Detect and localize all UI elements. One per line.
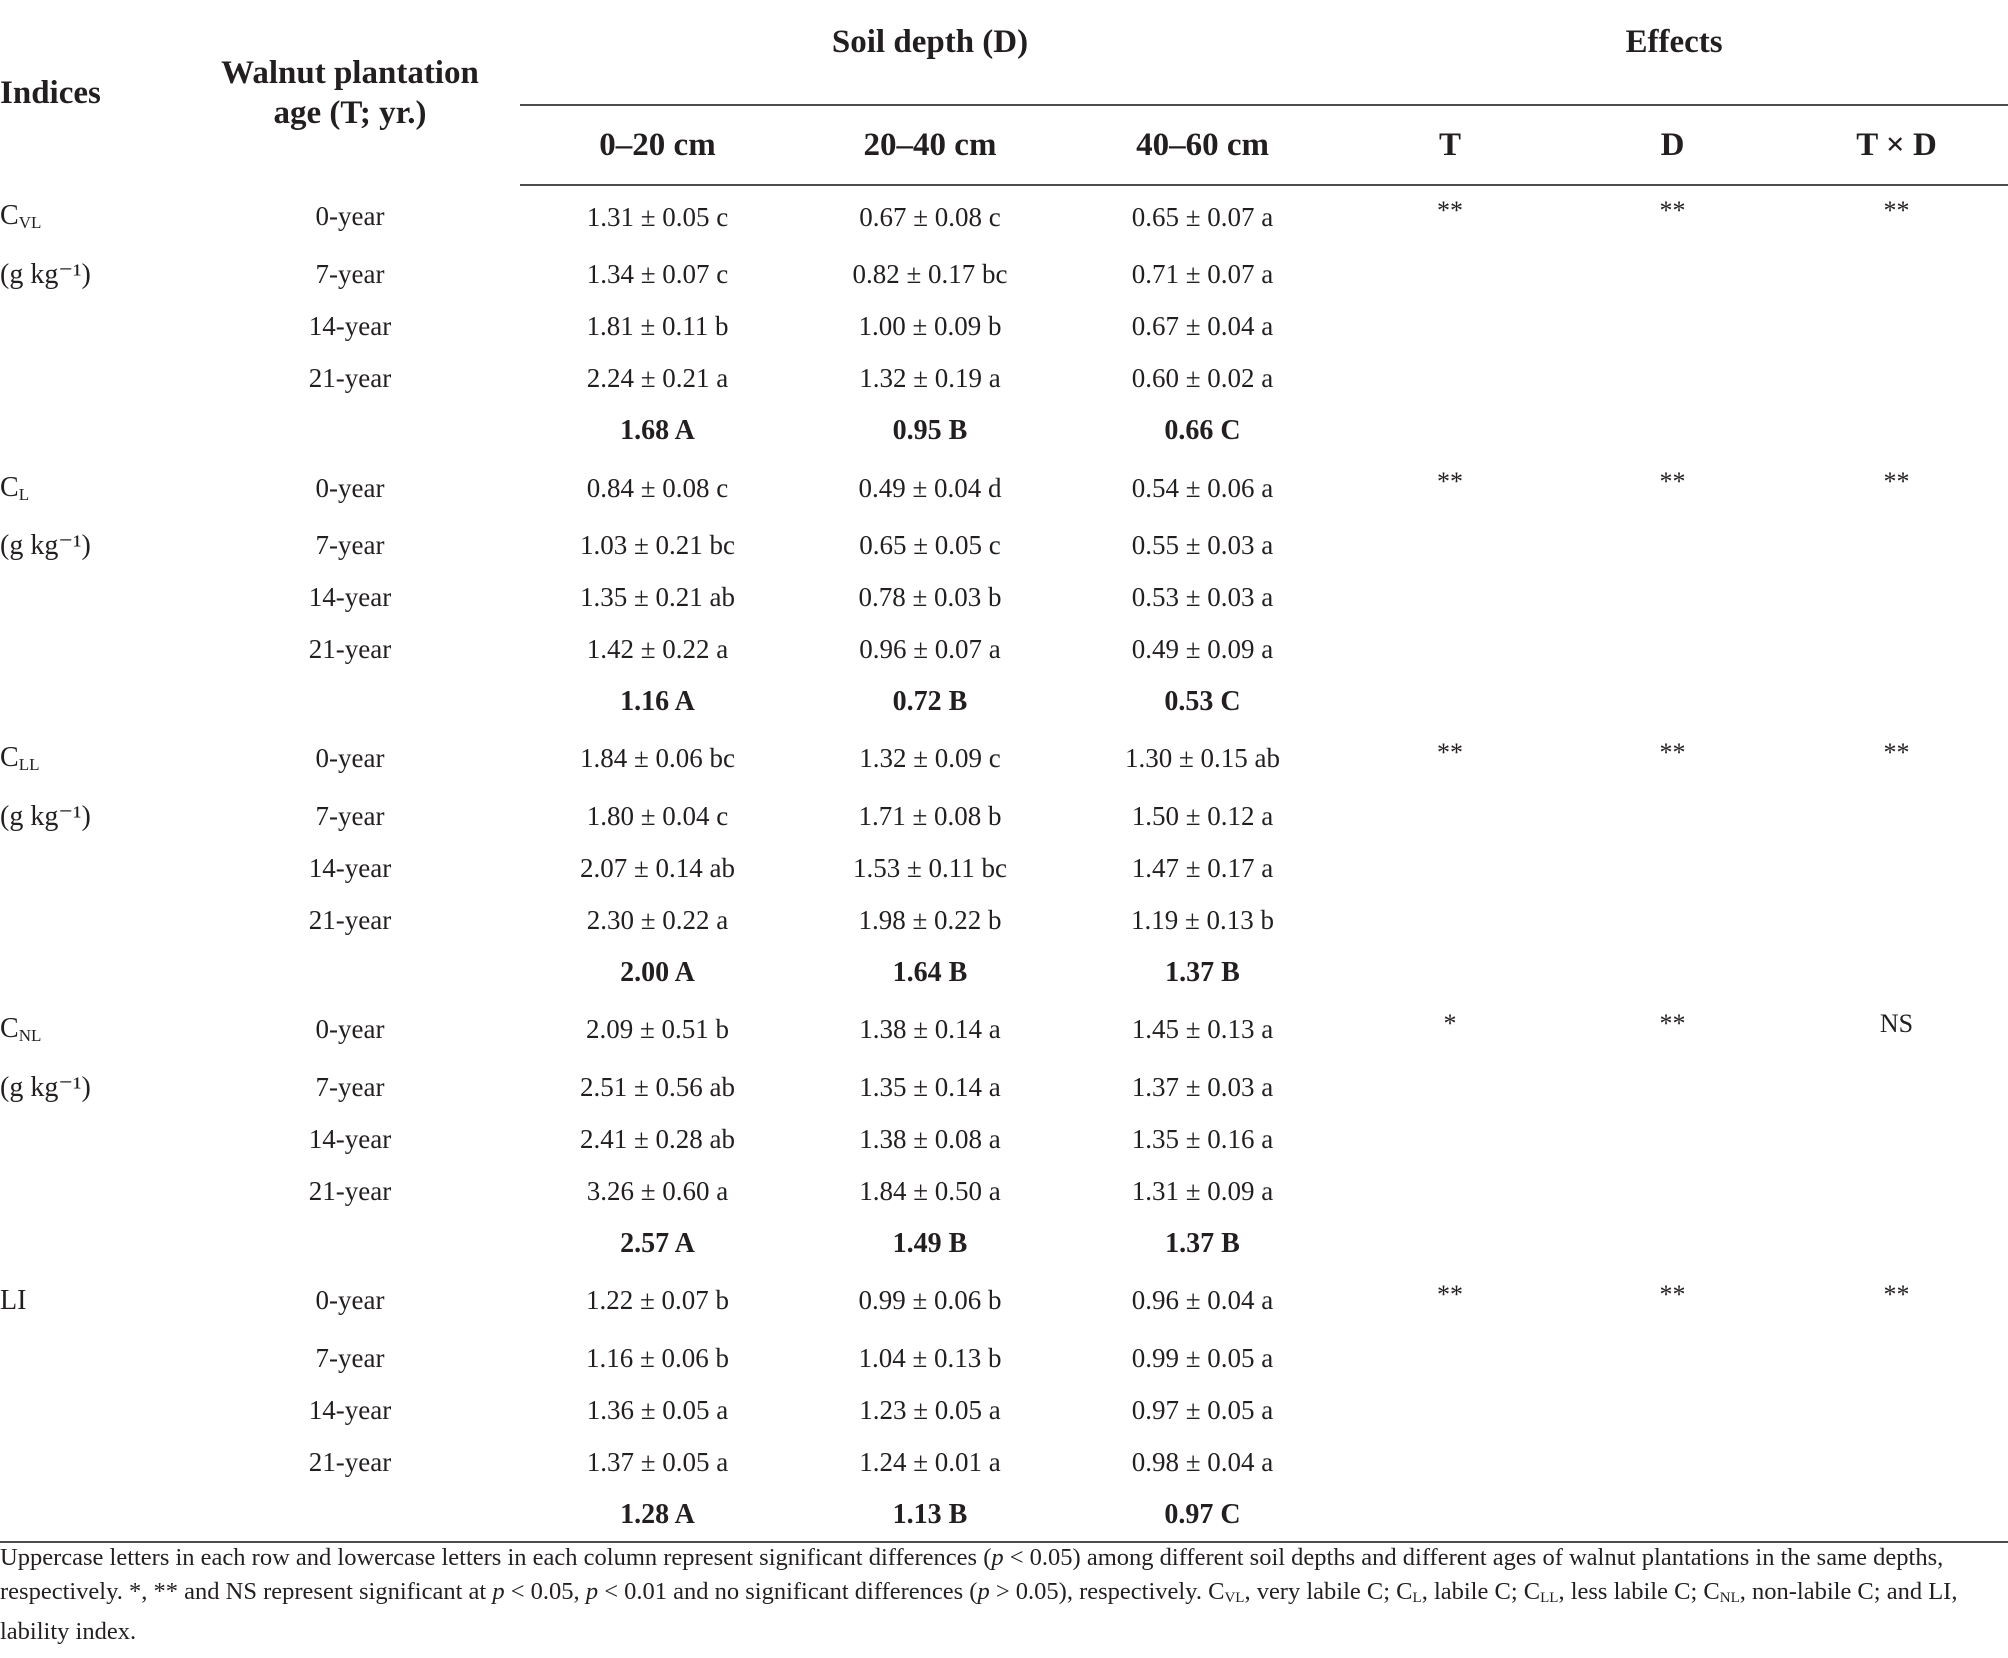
value-cell: 2.51 ± 0.56 ab <box>579 1071 736 1102</box>
value-cell: 0.99 ± 0.06 b <box>858 1285 1002 1316</box>
value-cell: 0.54 ± 0.06 a <box>1131 472 1274 503</box>
age-cell: 14-year <box>308 310 392 341</box>
effect-cell: ** <box>1437 1279 1464 1309</box>
table-row <box>0 624 2008 676</box>
value-cell: 0.84 ± 0.08 c <box>586 472 729 503</box>
index-label-cell <box>0 1113 180 1165</box>
effect-cell <box>1785 571 2008 623</box>
empty-cell <box>0 1489 180 1542</box>
effect-cell <box>1340 624 1560 676</box>
mean-cell: 0.66 C <box>1164 414 1241 446</box>
empty-cell <box>1785 676 2008 728</box>
mean-cell: 1.49 B <box>892 1227 968 1259</box>
header-age-line1: Walnut plantation <box>221 54 479 91</box>
effect-cell <box>1340 842 1560 894</box>
empty-cell <box>0 676 180 728</box>
value-cell: 1.32 ± 0.09 c <box>859 743 1001 774</box>
value-cell: 0.71 ± 0.07 a <box>1131 258 1274 289</box>
footnote-text: < 0.05) among different soil depths and different ages of walnut plantations in the same depths, respectively. *, ** and NS represent significant at <box>0 1544 1944 1605</box>
mean-cell: 0.97 C <box>1065 1489 1340 1542</box>
value-cell: 1.32 ± 0.19 a <box>859 363 1001 394</box>
value-cell: 1.00 ± 0.09 b <box>858 310 1002 341</box>
table-row <box>0 353 2008 405</box>
index-label-cell <box>0 1165 180 1217</box>
effect-cell <box>1785 300 2008 352</box>
value-cell: 1.37 ± 0.05 a <box>586 1446 729 1477</box>
footnote-text: , very labile C; C <box>1244 1578 1413 1605</box>
table-row <box>0 1384 2008 1436</box>
mean-cell: 1.37 B <box>1165 1227 1240 1259</box>
header-effects: Effects <box>1625 24 1723 60</box>
header-depth-0-20: 0–20 cm <box>520 105 795 185</box>
footnote-text: , labile C; C <box>1421 1578 1541 1605</box>
header-soil-depth: Soil depth (D) <box>831 24 1029 60</box>
index-label-cell <box>0 999 180 1061</box>
effect-cell: * <box>1443 1008 1457 1038</box>
value-cell: 0.78 ± 0.03 b <box>858 581 1002 612</box>
footnote-text: Uppercase letters in each row and lowercase letters in each column represent significant differences ( <box>0 1544 992 1571</box>
age-cell: 14-year <box>308 581 392 612</box>
value-cell: 1.98 ± 0.22 b <box>858 905 1002 936</box>
index-label-cell <box>0 248 180 300</box>
index-label-cell <box>0 728 180 790</box>
mean-cell: 1.28 A <box>520 1489 795 1542</box>
effect-cell: NS <box>1879 1008 1914 1038</box>
effect-cell: ** <box>1883 1279 1910 1309</box>
effect-cell <box>1340 1332 1560 1384</box>
effect-cell <box>1785 1332 2008 1384</box>
mean-row <box>0 1218 2008 1270</box>
age-cell: 0-year <box>315 1014 385 1045</box>
value-cell: 1.34 ± 0.07 c <box>586 258 729 289</box>
effect-cell <box>1340 353 1560 405</box>
value-cell: 0.53 ± 0.03 a <box>1131 581 1274 612</box>
effect-cell <box>1785 1165 2008 1217</box>
effect-cell <box>1785 519 2008 571</box>
age-cell: 21-year <box>308 1446 392 1477</box>
value-cell: 1.04 ± 0.13 b <box>858 1342 1002 1373</box>
value-cell: 2.07 ± 0.14 ab <box>579 852 736 883</box>
value-cell: 0.96 ± 0.04 a <box>1131 1285 1274 1316</box>
mean-row <box>0 405 2008 457</box>
index-label-cell <box>0 1332 180 1384</box>
table-row <box>0 1332 2008 1384</box>
empty-cell <box>1340 1218 1560 1270</box>
value-cell: 0.65 ± 0.07 a <box>1131 201 1274 232</box>
index-unit: (g kg⁻¹) <box>0 1072 91 1104</box>
index-name: C <box>0 471 19 503</box>
effect-cell <box>1340 1436 1560 1488</box>
value-cell: 0.49 ± 0.04 d <box>858 472 1002 503</box>
effect-cell: ** <box>1437 196 1464 225</box>
index-label-cell <box>0 894 180 946</box>
effect-cell <box>1785 624 2008 676</box>
value-cell: 1.23 ± 0.05 a <box>859 1394 1001 1425</box>
empty-cell <box>180 1489 520 1542</box>
value-cell: 0.60 ± 0.02 a <box>1131 363 1274 394</box>
effect-cell <box>1560 571 1785 623</box>
value-cell: 1.38 ± 0.14 a <box>859 1014 1001 1045</box>
effect-cell <box>1560 1384 1785 1436</box>
header-age-line2: age (T; yr.) <box>273 94 427 131</box>
table-row <box>0 1061 2008 1113</box>
empty-cell <box>1785 405 2008 457</box>
age-cell: 7-year <box>315 258 385 289</box>
index-label-cell <box>0 519 180 571</box>
mean-cell: 1.64 B <box>892 956 968 988</box>
value-cell: 1.35 ± 0.21 ab <box>579 581 736 612</box>
index-name: C <box>0 1013 19 1045</box>
effect-cell <box>1340 248 1560 300</box>
header-effect-t: T <box>1340 105 1560 185</box>
effect-cell <box>1560 519 1785 571</box>
index-label-cell <box>0 457 180 519</box>
effect-cell <box>1785 248 2008 300</box>
effect-cell <box>1560 1113 1785 1165</box>
effect-cell <box>1785 842 2008 894</box>
index-subscript: VL <box>18 213 42 233</box>
value-cell: 1.42 ± 0.22 a <box>586 634 729 665</box>
table-row <box>0 571 2008 623</box>
effect-cell <box>1560 300 1785 352</box>
effect-cell <box>1340 1384 1560 1436</box>
table-row <box>0 1113 2008 1165</box>
value-cell: 0.55 ± 0.03 a <box>1131 529 1274 560</box>
footnote-p: p <box>585 1578 599 1605</box>
header-depth-40-60: 40–60 cm <box>1065 105 1340 185</box>
effect-cell <box>1785 1436 2008 1488</box>
value-cell: 1.19 ± 0.13 b <box>1130 905 1275 936</box>
effect-cell <box>1785 1113 2008 1165</box>
footnote-text: > 0.05), respectively. C <box>989 1578 1225 1605</box>
mean-cell: 1.13 B <box>795 1489 1065 1542</box>
value-cell: 0.97 ± 0.05 a <box>1131 1394 1274 1425</box>
mean-cell: 2.00 A <box>620 956 695 988</box>
index-name: C <box>0 742 19 774</box>
value-cell: 1.03 ± 0.21 bc <box>579 529 736 560</box>
effect-cell <box>1560 894 1785 946</box>
value-cell: 1.81 ± 0.11 b <box>586 310 729 341</box>
empty-cell <box>1560 1489 1785 1542</box>
value-cell: 1.16 ± 0.06 b <box>585 1342 730 1373</box>
table-body <box>0 185 2008 1542</box>
effect-cell <box>1340 1113 1560 1165</box>
age-cell: 14-year <box>308 852 392 883</box>
empty-cell <box>0 1218 180 1270</box>
effect-cell <box>1785 1061 2008 1113</box>
table-row <box>0 842 2008 894</box>
empty-cell <box>1560 1218 1785 1270</box>
header-indices: Indices <box>0 74 101 111</box>
mean-row <box>0 947 2008 999</box>
index-unit: (g kg⁻¹) <box>0 530 91 562</box>
age-cell: 7-year <box>315 529 385 560</box>
value-cell: 1.30 ± 0.15 ab <box>1124 743 1281 774</box>
effect-cell: ** <box>1883 196 1910 225</box>
footnote-text: < 0.01 and no significant differences ( <box>598 1578 978 1605</box>
footnote-p: p <box>991 1544 1004 1571</box>
effect-cell <box>1560 248 1785 300</box>
value-cell: 1.38 ± 0.08 a <box>859 1123 1001 1154</box>
effect-cell: ** <box>1437 466 1464 496</box>
header-plantation-age <box>180 0 520 185</box>
empty-cell <box>180 405 520 457</box>
index-unit: (g kg⁻¹) <box>0 259 91 291</box>
effect-cell <box>1785 790 2008 842</box>
value-cell: 0.67 ± 0.08 c <box>859 201 1001 232</box>
table-row <box>0 1270 2008 1332</box>
footnote-text: < 0.05, <box>504 1578 586 1605</box>
effect-cell <box>1340 1165 1560 1217</box>
table-row <box>0 728 2008 790</box>
footnote-sub: VL <box>1224 1590 1245 1606</box>
age-cell: 21-year <box>308 363 392 394</box>
empty-cell <box>1560 405 1785 457</box>
index-label-cell <box>0 571 180 623</box>
mean-row <box>0 1489 2008 1542</box>
effect-cell <box>1785 894 2008 946</box>
index-subscript: L <box>18 484 30 504</box>
effect-cell <box>1560 1165 1785 1217</box>
age-cell: 7-year <box>315 1071 385 1102</box>
table-row <box>0 1165 2008 1217</box>
index-label-cell <box>0 185 180 248</box>
value-cell: 1.84 ± 0.06 bc <box>579 743 736 774</box>
value-cell: 1.37 ± 0.03 a <box>1131 1071 1274 1102</box>
mean-cell: 1.68 A <box>620 414 695 446</box>
age-cell: 0-year <box>315 201 385 232</box>
empty-cell <box>180 1218 520 1270</box>
value-cell: 1.24 ± 0.01 a <box>859 1446 1001 1477</box>
effect-cell: ** <box>1883 466 1910 496</box>
header-depth-20-40: 20–40 cm <box>795 105 1065 185</box>
value-cell: 0.49 ± 0.09 a <box>1131 634 1274 665</box>
index-label-cell <box>0 1061 180 1113</box>
value-cell: 2.09 ± 0.51 b <box>585 1014 730 1045</box>
value-cell: 1.84 ± 0.50 a <box>859 1175 1001 1206</box>
footnote-sub: L <box>1412 1590 1422 1606</box>
effect-cell <box>1340 1061 1560 1113</box>
value-cell: 1.45 ± 0.13 a <box>1131 1014 1274 1045</box>
index-name: C <box>0 200 19 232</box>
index-label-cell <box>0 790 180 842</box>
effect-cell <box>1560 624 1785 676</box>
effect-cell: ** <box>1659 466 1686 496</box>
value-cell: 1.31 ± 0.09 a <box>1131 1175 1274 1206</box>
effect-cell <box>1340 571 1560 623</box>
value-cell: 3.26 ± 0.60 a <box>586 1175 729 1206</box>
mean-row <box>0 676 2008 728</box>
empty-cell <box>180 947 520 999</box>
value-cell: 0.99 ± 0.05 a <box>1131 1342 1274 1373</box>
effect-cell: ** <box>1659 1279 1686 1309</box>
value-cell: 0.65 ± 0.05 c <box>859 529 1001 560</box>
effect-cell <box>1785 1384 2008 1436</box>
age-cell: 14-year <box>308 1123 392 1154</box>
index-subscript: NL <box>18 1026 42 1046</box>
table-row <box>0 519 2008 571</box>
age-cell: 14-year <box>308 1394 392 1425</box>
empty-cell <box>1340 947 1560 999</box>
effect-cell <box>1340 300 1560 352</box>
age-cell: 0-year <box>315 743 385 774</box>
index-subscript: LL <box>18 755 40 775</box>
value-cell: 1.47 ± 0.17 a <box>1131 852 1274 883</box>
table-row <box>0 185 2008 248</box>
index-label-cell <box>0 353 180 405</box>
value-cell: 1.36 ± 0.05 a <box>586 1394 729 1425</box>
table-row <box>0 790 2008 842</box>
table-row <box>0 1436 2008 1488</box>
footnote-sub: NL <box>1719 1590 1740 1606</box>
index-label-cell <box>0 624 180 676</box>
value-cell: 2.30 ± 0.22 a <box>586 905 729 936</box>
age-cell: 21-year <box>308 634 392 665</box>
effect-cell <box>1340 519 1560 571</box>
effect-cell <box>1560 1061 1785 1113</box>
table-row <box>0 894 2008 946</box>
value-cell: 0.96 ± 0.07 a <box>859 634 1001 665</box>
index-label-cell <box>0 1270 180 1332</box>
effect-cell <box>1785 353 2008 405</box>
value-cell: 1.53 ± 0.11 bc <box>852 852 1008 883</box>
age-cell: 21-year <box>308 1175 392 1206</box>
index-unit: (g kg⁻¹) <box>0 801 91 833</box>
empty-cell <box>1340 405 1560 457</box>
age-cell: 0-year <box>315 1285 385 1316</box>
empty-cell <box>1785 947 2008 999</box>
effect-cell <box>1560 353 1785 405</box>
table-footnote <box>0 1541 1990 1649</box>
footnote-text: , less labile C; C <box>1558 1578 1720 1605</box>
age-cell: 21-year <box>308 905 392 936</box>
effect-cell <box>1560 842 1785 894</box>
index-label-cell <box>0 1384 180 1436</box>
effect-cell: ** <box>1659 1008 1686 1038</box>
mean-cell: 1.37 B <box>1165 956 1240 988</box>
mean-cell: 2.57 A <box>620 1227 695 1259</box>
index-label-cell <box>0 300 180 352</box>
effect-cell <box>1560 790 1785 842</box>
age-cell: 7-year <box>315 800 385 831</box>
value-cell: 1.31 ± 0.05 c <box>586 201 729 232</box>
footnote-p: p <box>977 1578 990 1605</box>
value-cell: 2.41 ± 0.28 ab <box>579 1123 736 1154</box>
table-row <box>0 300 2008 352</box>
table-row <box>0 457 2008 519</box>
table-row <box>0 999 2008 1061</box>
empty-cell <box>1560 676 1785 728</box>
value-cell: 1.80 ± 0.04 c <box>586 800 729 831</box>
footnote-p: p <box>492 1578 505 1605</box>
empty-cell <box>1785 1489 2008 1542</box>
empty-cell <box>1560 947 1785 999</box>
footnote-sub: LL <box>1540 1590 1559 1606</box>
effect-cell <box>1340 894 1560 946</box>
value-cell: 1.35 ± 0.16 a <box>1131 1123 1274 1154</box>
footnote-text: , non-labile C; and LI, lability index. <box>0 1578 1958 1645</box>
effect-cell: ** <box>1659 196 1686 225</box>
value-cell: 2.24 ± 0.21 a <box>586 363 729 394</box>
empty-cell <box>1340 1489 1560 1542</box>
empty-cell <box>180 676 520 728</box>
empty-cell <box>0 405 180 457</box>
value-cell: 1.35 ± 0.14 a <box>859 1071 1001 1102</box>
value-cell: 0.98 ± 0.04 a <box>1131 1446 1274 1477</box>
value-cell: 0.67 ± 0.04 a <box>1131 310 1274 341</box>
header-effect-txd: T × D <box>1785 105 2008 185</box>
value-cell: 0.82 ± 0.17 bc <box>852 258 1008 289</box>
age-cell: 0-year <box>315 472 385 503</box>
effect-cell: ** <box>1659 737 1686 767</box>
age-cell: 7-year <box>315 1342 385 1373</box>
index-label-cell <box>0 1436 180 1488</box>
empty-cell <box>0 947 180 999</box>
mean-cell: 1.16 A <box>620 685 695 717</box>
effect-cell: ** <box>1437 737 1464 767</box>
value-cell: 1.50 ± 0.12 a <box>1131 800 1274 831</box>
index-label-cell <box>0 842 180 894</box>
index-name: LI <box>0 1284 27 1316</box>
effect-cell <box>1560 1332 1785 1384</box>
value-cell: 1.71 ± 0.08 b <box>858 800 1002 831</box>
mean-cell: 0.72 B <box>892 685 968 717</box>
header-effect-d: D <box>1560 105 1785 185</box>
table-row <box>0 248 2008 300</box>
effect-cell: ** <box>1883 737 1910 767</box>
value-cell: 1.22 ± 0.07 b <box>585 1285 730 1316</box>
mean-cell: 0.95 B <box>892 414 968 446</box>
empty-cell <box>1340 676 1560 728</box>
mean-cell: 0.53 C <box>1164 685 1241 717</box>
effect-cell <box>1340 790 1560 842</box>
empty-cell <box>1785 1218 2008 1270</box>
effect-cell <box>1560 1436 1785 1488</box>
